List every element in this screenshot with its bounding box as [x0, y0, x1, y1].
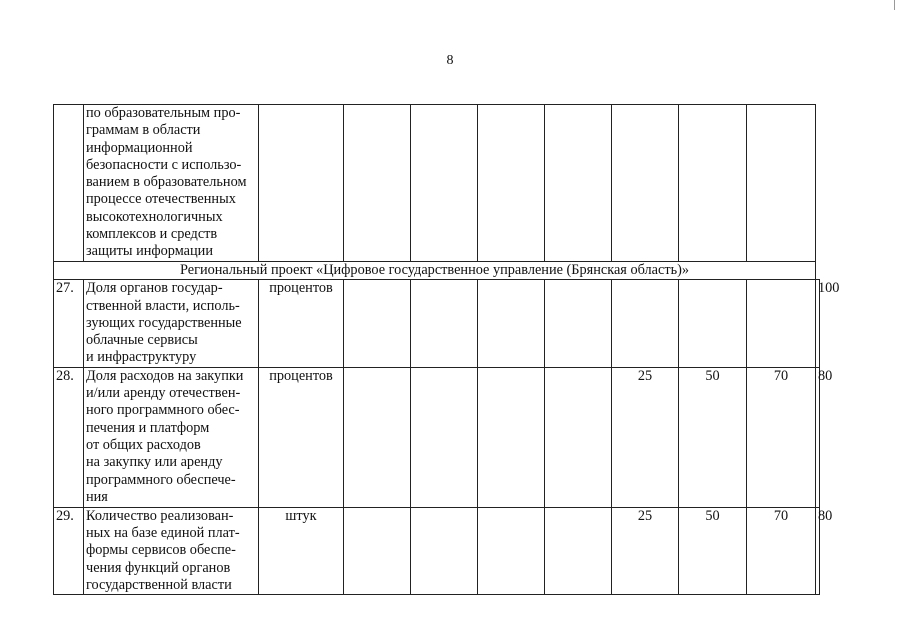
- unit-cell: [259, 105, 344, 262]
- indicator-line: облачные сервисы: [86, 332, 198, 349]
- unit-cell: процентов: [259, 280, 344, 367]
- unit-cell: штук: [259, 507, 344, 594]
- indicator-line: на закупку или аренду: [86, 454, 223, 471]
- value-cell: [679, 280, 747, 367]
- indicator-line: ственной власти, исполь-: [86, 297, 240, 314]
- table-row: [54, 367, 820, 507]
- indicator-line: высокотехнологичных: [86, 208, 223, 225]
- value-cell: 25: [612, 507, 679, 594]
- indicator-line: ния: [86, 488, 108, 505]
- indicator-line: ных на базе единой плат-: [86, 525, 240, 542]
- value-cell: [679, 105, 747, 262]
- value-cell: [478, 367, 545, 507]
- indicator-line: информационной: [86, 139, 193, 156]
- indicator-line: зующих государственные: [86, 314, 242, 331]
- value-cell: [411, 105, 478, 262]
- value-cell: 70: [747, 507, 816, 594]
- value-cell: 80: [816, 507, 820, 594]
- value-cell: 100: [816, 280, 820, 367]
- indicator-line: Количество реализован-: [86, 507, 234, 524]
- indicator-line: государственной власти: [86, 576, 232, 593]
- indicator-line: граммам в области: [86, 122, 201, 139]
- indicators-table: [53, 104, 840, 595]
- value-cell: 50: [679, 507, 747, 594]
- indicator-line: формы сервисов обеспе-: [86, 542, 236, 559]
- table-row-continuation: [54, 105, 820, 262]
- value-cell: [411, 280, 478, 367]
- indicator-line: ного программного обес-: [86, 402, 240, 419]
- value-cell: [545, 507, 612, 594]
- value-cell: [545, 280, 612, 367]
- value-cell: [478, 280, 545, 367]
- value-cell: [344, 105, 411, 262]
- indicator-line: программного обеспече-: [86, 471, 236, 488]
- value-cell: [545, 367, 612, 507]
- indicator-line: ванием в образовательном: [86, 174, 247, 191]
- value-cell: 25: [612, 367, 679, 507]
- table-row: [54, 507, 820, 594]
- indicator-line: безопасности с использо-: [86, 156, 242, 173]
- value-cell: [344, 507, 411, 594]
- indicator-line: чения функций органов: [86, 559, 231, 576]
- value-cell: [344, 367, 411, 507]
- value-cell: [612, 280, 679, 367]
- value-cell: [612, 105, 679, 262]
- indicator-cell: [84, 280, 259, 367]
- row-number: 27.: [54, 280, 84, 367]
- page-number: 8: [446, 53, 454, 68]
- section-header-row: [54, 262, 820, 280]
- indicator-line: по образовательным про-: [86, 105, 241, 121]
- value-cell: [411, 367, 478, 507]
- row-number: 28.: [54, 367, 84, 507]
- value-cell: [747, 105, 816, 262]
- value-cell: 70: [747, 367, 816, 507]
- section-title: Региональный проект «Цифровое государственное управление (Брянская область)»: [54, 262, 816, 280]
- value-cell: [478, 507, 545, 594]
- indicator-cell: [84, 105, 259, 262]
- scan-edge-mark: [894, 0, 895, 10]
- value-cell: 50: [679, 367, 747, 507]
- value-cell: 80: [816, 367, 820, 507]
- indicator-line: и инфраструктуру: [86, 349, 197, 366]
- indicator-line: от общих расходов: [86, 436, 201, 453]
- indicator-cell: [84, 367, 259, 507]
- indicator-line: Доля расходов на закупки: [86, 367, 244, 384]
- indicator-line: печения и платформ: [86, 419, 210, 436]
- indicator-line: Доля органов государ-: [86, 280, 223, 297]
- indicator-line: процессе отечественных: [86, 191, 236, 208]
- indicator-line: защиты информации: [86, 243, 213, 260]
- row-number-cell: [54, 105, 84, 262]
- indicator-cell: [84, 507, 259, 594]
- value-cell: [344, 280, 411, 367]
- value-cell: [478, 105, 545, 262]
- unit-cell: процентов: [259, 367, 344, 507]
- indicator-line: и/или аренду отечествен-: [86, 385, 241, 402]
- table-row: [54, 280, 820, 367]
- value-cell: [545, 105, 612, 262]
- indicator-line: комплексов и средств: [86, 226, 218, 243]
- value-cell: [411, 507, 478, 594]
- value-cell: [747, 280, 816, 367]
- row-number: 29.: [54, 507, 84, 594]
